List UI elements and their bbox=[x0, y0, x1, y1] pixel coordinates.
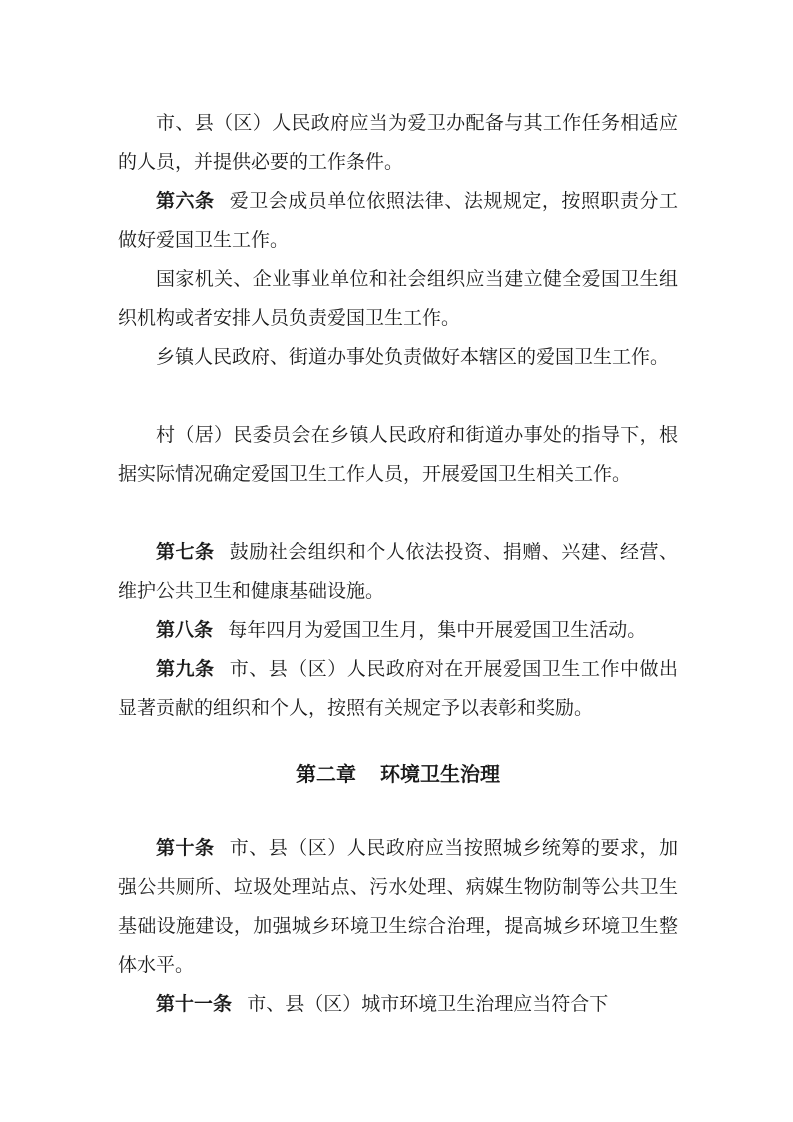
article-6 bbox=[118, 182, 678, 260]
paragraph-text: 市、县（区）城市环境卫生治理应当符合下 bbox=[247, 993, 609, 1015]
article-label: 第七条 bbox=[156, 541, 215, 563]
paragraph-4 bbox=[118, 338, 678, 377]
article-8 bbox=[118, 611, 678, 650]
paragraph-text: 鼓励社会组织和个人依法投资、捐赠、兴建、经营、维护公共卫生和健康基础设施。 bbox=[118, 541, 678, 602]
paragraph-text: 每年四月为爱国卫生月，集中开展爱国卫生活动。 bbox=[228, 619, 647, 641]
paragraph-text: 市、县（区）人民政府对在开展爱国卫生工作中做出显著贡献的组织和个人，按照有关规定予以表彰和奖励。 bbox=[118, 658, 678, 719]
paragraph-text: 市、县（区）人民政府应当按照城乡统筹的要求，加强公共厕所、垃圾处理站点、污水处理、病媒生物防制等公共卫生基础设施建设，加强城乡环境卫生综合治理，提高城乡环境卫生整体水平。 bbox=[118, 837, 678, 976]
paragraph-text: 乡镇人民政府、街道办事处负责做好本辖区的爱国卫生工作。 bbox=[156, 346, 670, 368]
paragraph-3 bbox=[118, 260, 678, 338]
chapter-heading bbox=[118, 756, 678, 792]
paragraph-text: 村（居）民委员会在乡镇人民政府和街道办事处的指导下，根据实际情况确定爱国卫生工作人员，开展爱国卫生相关工作。 bbox=[118, 424, 678, 485]
article-label: 第十一条 bbox=[156, 993, 233, 1015]
article-label: 第十条 bbox=[156, 837, 215, 859]
paragraph-1 bbox=[118, 104, 678, 182]
chapter-title: 环境卫生治理 bbox=[380, 762, 500, 786]
paragraph-text: 爱卫会成员单位依照法律、法规规定，按照职责分工做好爱国卫生工作。 bbox=[118, 190, 678, 251]
chapter-number: 第二章 bbox=[296, 762, 356, 786]
article-label: 第九条 bbox=[156, 658, 215, 680]
article-label: 第六条 bbox=[156, 190, 215, 212]
article-9 bbox=[118, 650, 678, 728]
paragraph-text: 市、县（区）人民政府应当为爱卫办配备与其工作任务相适应的人员，并提供必要的工作条件。 bbox=[118, 112, 678, 173]
article-7 bbox=[118, 533, 678, 611]
paragraph-text: 国家机关、企业事业单位和社会组织应当建立健全爱国卫生组织机构或者安排人员负责爱国卫生工作。 bbox=[118, 268, 678, 329]
article-label: 第八条 bbox=[156, 619, 214, 641]
article-11 bbox=[118, 985, 678, 1024]
article-10 bbox=[118, 829, 678, 985]
paragraph-5 bbox=[118, 416, 678, 494]
